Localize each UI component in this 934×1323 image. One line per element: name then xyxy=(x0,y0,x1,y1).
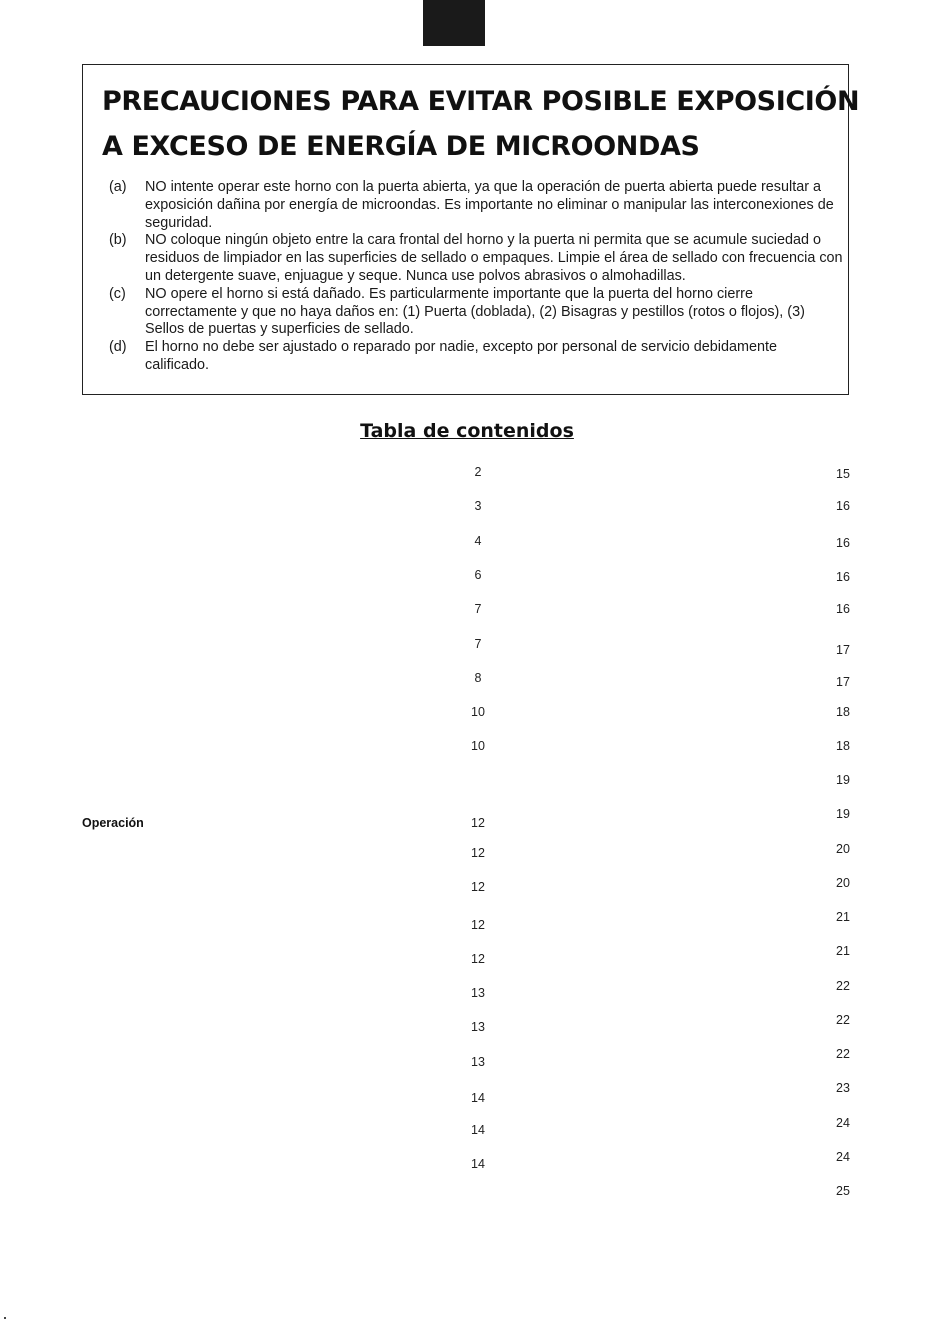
toc-page-number[interactable]: 21 xyxy=(836,910,850,924)
toc-page-number[interactable]: 24 xyxy=(836,1150,850,1164)
toc-page-number[interactable]: 3 xyxy=(474,499,482,513)
toc-page-number[interactable]: 18 xyxy=(836,739,850,753)
toc-page-number[interactable]: 12 xyxy=(471,918,485,932)
toc-page-number[interactable]: 24 xyxy=(836,1116,850,1130)
toc-page-number[interactable]: 18 xyxy=(836,705,850,719)
toc-page-number[interactable]: 14 xyxy=(471,1091,485,1105)
toc-page-number[interactable]: 17 xyxy=(836,643,850,657)
toc-page-number[interactable]: 22 xyxy=(836,979,850,993)
toc-page-number[interactable]: 14 xyxy=(471,1157,485,1171)
toc-page-number[interactable]: 10 xyxy=(471,739,485,753)
toc-page-number[interactable]: 6 xyxy=(474,568,482,582)
toc-page-number[interactable]: 8 xyxy=(474,671,482,685)
precautions-title xyxy=(102,79,859,169)
toc-page-number[interactable]: 12 xyxy=(471,816,485,830)
toc-page-number[interactable]: 25 xyxy=(836,1184,850,1198)
toc-page-number[interactable]: 22 xyxy=(836,1013,850,1027)
toc-page-number[interactable]: 13 xyxy=(471,1055,485,1069)
toc-page-number[interactable]: 10 xyxy=(471,705,485,719)
precaution-text: NO coloque ningún objeto entre la cara frontal del horno y la puerta ni permita que se acumule suciedad o residuos de limpiador en las superficies de sellado o empaques. Limpie el área de sellado con frecuencia con un detergente suave, enjuague y seque. Nunca use polvos abrasivos o almohadillas. xyxy=(145,232,843,284)
toc-page-number[interactable]: 16 xyxy=(836,602,850,616)
precaution-letter: (c) xyxy=(109,285,126,302)
toc-page-number[interactable]: 2 xyxy=(474,465,482,479)
precautions-title-line-1: PRECAUCIONES PARA EVITAR POSIBLE EXPOSICIÓN xyxy=(102,86,860,117)
toc-page-number[interactable]: 16 xyxy=(836,570,850,584)
toc-page-number[interactable]: 13 xyxy=(471,1020,485,1034)
precaution-item-d xyxy=(109,339,844,375)
microwave-precautions-box xyxy=(82,64,860,395)
toc-page-number[interactable]: 20 xyxy=(836,842,850,856)
toc-page-number[interactable]: 15 xyxy=(836,467,850,481)
toc-page-number[interactable]: 12 xyxy=(471,952,485,966)
page-tab-marker xyxy=(423,0,485,46)
toc-page-number[interactable]: 12 xyxy=(471,846,485,860)
precaution-text: El horno no debe ser ajustado o reparado por nadie, excepto por personal de servicio debidamente calificado. xyxy=(145,339,778,373)
toc-page-number[interactable]: 12 xyxy=(471,880,485,894)
toc-page-number[interactable]: 17 xyxy=(836,675,850,689)
toc-page-number[interactable]: 19 xyxy=(836,773,850,787)
precaution-item-a xyxy=(109,179,844,232)
toc-page-number[interactable]: 13 xyxy=(471,986,485,1000)
toc-section-operacion[interactable]: Operación xyxy=(82,816,144,830)
toc-page-number[interactable]: 23 xyxy=(836,1081,850,1095)
toc-page-number[interactable]: 19 xyxy=(836,807,850,821)
toc-page-number[interactable]: 22 xyxy=(836,1047,850,1061)
toc-title: Tabla de contenidos xyxy=(360,420,574,442)
precaution-letter: (d) xyxy=(109,339,127,356)
toc-page-number[interactable]: 14 xyxy=(471,1123,485,1137)
precaution-item-b xyxy=(109,232,844,285)
toc-page-number[interactable]: 4 xyxy=(474,534,482,548)
precautions-title-line-2: A EXCESO DE ENERGÍA DE MICROONDAS xyxy=(102,131,700,162)
toc-page-number[interactable]: 20 xyxy=(836,876,850,890)
toc-page-number[interactable]: 7 xyxy=(474,637,482,651)
precaution-letter: (a) xyxy=(109,179,127,195)
precaution-letter: (b) xyxy=(109,232,127,249)
precaution-text: NO intente operar este horno con la puerta abierta, ya que la operación de puerta abierta puede resultar a exposición dañina por energía de microondas. Es importante no eliminar o manipular las interconexiones de seguridad. xyxy=(145,179,834,231)
toc-page-number[interactable]: 21 xyxy=(836,944,850,958)
toc-page-number[interactable]: 7 xyxy=(474,602,482,616)
corner-dot xyxy=(4,1317,6,1319)
toc-page-number[interactable]: 16 xyxy=(836,499,850,513)
precaution-item-c xyxy=(109,286,844,339)
toc-page-number[interactable]: 16 xyxy=(836,536,850,550)
precaution-text: NO opere el horno si está dañado. Es particularmente importante que la puerta del horno cierre correctamente y que no haya daños en: (1) Puerta (doblada), (2) Bisagras y pestillos (rotos o flojos), (3) Sellos de puertas y superficies de sellado. xyxy=(145,285,805,338)
precautions-list xyxy=(109,179,844,375)
